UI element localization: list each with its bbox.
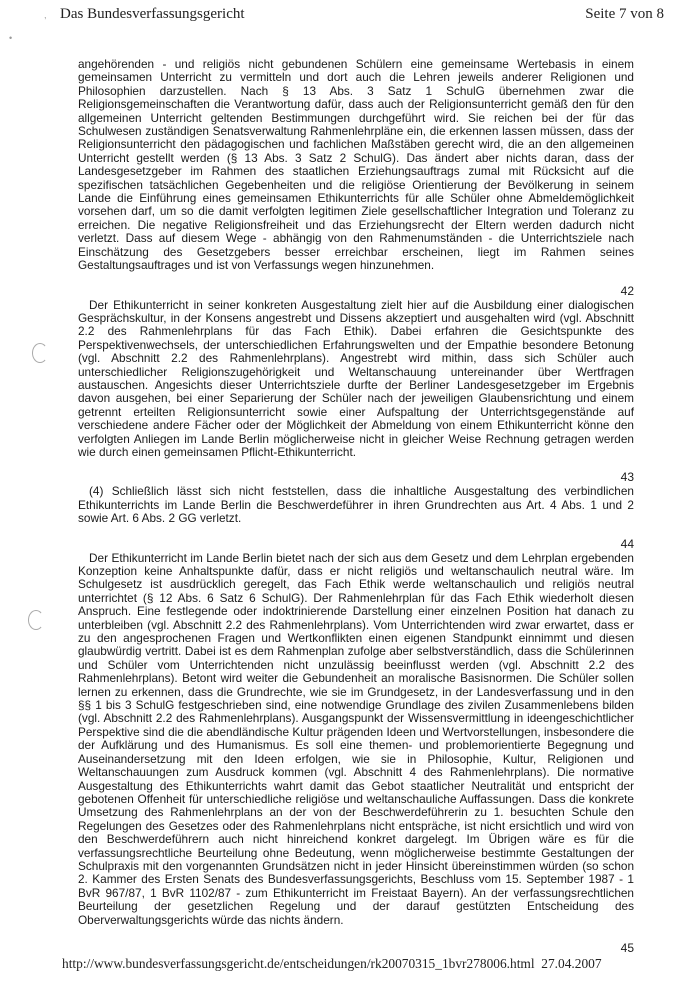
paragraph-intro: angehörenden - und religiös nicht gebundenen Schülern eine gemeinsame Wertebasis in einem gemeinsamen Unterricht zu vermitteln und dort auch die Lehren jeweils anderer Religionen und Philosophien darzustellen. Nach § 13 Abs. 3 Satz 1 SchulG übernehmen zwar die Religionsgemeinschaften die Verantwortung dafür, dass auch der Religionsunterricht gemäß den für den allgemeinen Unterricht geltenden Bestimmungen durchgeführt wird. Sie reichen bei der für das Schulwesen zuständigen Senatsverwaltung Rahmenlehrpläne ein, die erkennen lassen müssen, dass der Religionsunterricht den pädagogischen und fachlichen Maßstäben gerecht wird, die an den allgemeinen Unterricht gestellt werden (§ 13 Abs. 3 Satz 2 SchulG). Das ändert aber nichts daran, dass der Landesgesetzgeber im Rahmen des staatlichen Erziehungsauftrags zumal mit Rücksicht auf die spezifischen tatsächlichen Gegebenheiten und die religiöse Orientierung der Bevölkerung in seinem Lande die Einführung eines gemeinsamen Ethikunterrichts für alle Schüler ohne Abmeldemöglichkeit vorsehen darf, um so die damit verfolgten legitimen Ziele gesellschaftlicher Integration und Toleranz zu erreichen. Die negative Religionsfreiheit und das Erziehungsrecht der Eltern werden dadurch nicht verletzt. Dass auf diesem Wege - abhängig von den Rahmenumständen - die Unterrichtsziele nach Einschätzung des Gesetzgebers besser erreichbar erscheinen, liegt im Rahmen seines Gestaltungsauftrages und ist von Verfassungs wegen hinzunehmen. [78,57,634,273]
punch-hole-mark [32,343,48,363]
print-date: 27.04.2007 [541,956,602,971]
scan-speck: , [44,10,47,20]
paragraph-number: 42 [620,283,634,298]
paragraph-number: 43 [620,470,634,485]
paragraph-44: Der Ethikunterricht im Lande Berlin bietet nach der sich aus dem Gesetz und dem Lehrplan ergebenden Konzeption keine Anhaltspunkte dafür, dass er nicht religiös und weltanschaulich neutral wäre. Im Schulgesetz ist ausdrücklich geregelt, das Fach Ethik werde weltanschaulich und religiös neutral unterrichtet (§ 12 Abs. 6 Satz 6 SchulG). Der Rahmenlehrplan für das Fach Ethik wiederholt diesen Anspruch. Eine festlegende oder indoktrinierende Darstellung einer einzelnen Position hat danach zu unterbleiben (vgl. Abschnitt 2.2 des Rahmenlehrplans). Vom Unterrichtenden wird zwar erwartet, dass er zu den angesprochenen Fragen und Wertkonflikten einen eigenen Standpunkt einnimmt und diesen glaubwürdig vertritt. Dabei ist es dem Rahmenplan zufolge aber selbstverständlich, dass die Schülerinnen und Schüler vom Unterrichtenden nicht unzulässig beeinflusst werden (vgl. Abschnitt 2.2 des Rahmenlehrplans). Betont wird weiter die Gebundenheit an moralische Basisnormen. Die Schüler sollen lernen zu erkennen, dass die Grundrechte, wie sie im Grundgesetz, in der Landesverfassung und in den §§ 1 bis 3 SchulG festgeschrieben sind, eine notwendige Grundlage des zivilen Zusammenlebens bilden (vgl. Abschnitt 2.2 des Rahmenlehrplans). Ausgangspunkt der Wissensvermittlung in ideengeschichtlicher Perspektive sind die die abendländische Kultur prägenden Ideen und Wertvorstellungen, insbesondere die der Aufklärung und des Humanismus. Es soll eine themen- und problemorientierte Begegnung und Auseinandersetzung mit den Ideen erfolgen, wie sie in Philosophie, Kultur, Religionen und Weltanschauungen zum Ausdruck kommen (vgl. Abschnitt 4 des Rahmenlehrplans). Die normative Ausgestaltung des Ethikunterrichts wahrt damit das Gebot staatlicher Neutralität und entspricht der gebotenen Offenheit für unterschiedliche religiöse und weltanschauliche Auffassungen. Dass die konkrete Umsetzung des Rahmenlehrplans an der von der Beschwerdeführerin zu 1. besuchten Schule den Regelungen des Gesetzes oder des Rahmenlehrplans nicht entspräche, ist nicht ersichtlich und wird von den Beschwerdeführern auch nicht hinreichend konkret dargelegt. Im Übrigen wäre es für die verfassungsrechtliche Beurteilung ohne Bedeutung, wenn möglicherweise bestimmte Gestaltungen der Schulpraxis mit den vorgenannten Grundsätzen nicht in jeder Hinsicht übereinstimmen würden (so schon 2. Kammer des Ersten Senats des Bundesverfassungsgerichts, Beschluss vom 15. September 1987 - 1 BvR 967/87, 1 BvR 1102/87 - zum Ethikunterricht im Freistaat Bayern). An der verfassungsrechtlichen Beurteilung der gesetzlichen Regelung und der darauf gestützten Entscheidung des Oberverwaltungsgerichts würde das nichts ändern. [78,550,634,927]
paragraph-number: 44 [620,536,634,551]
document-title: Das Bundesverfassungsgericht [60,6,245,22]
paragraph-42: Der Ethikunterricht in seiner konkreten Ausgestaltung zielt hier auf die Ausbildung einer dialogischen Gesprächskultur, in der Konsens angestrebt und Dissens akzeptiert und ausgehalten wird (vgl. Abschnitt 2.2 des Rahmenlehrplans für das Fach Ethik). Dabei erfahren die Gesichtspunkte des Perspektivenwechsels, der unterschiedlichen Erfahrungswelten und der Empathie besondere Betonung (vgl. Abschnitt 2.2 des Rahmenlehrplans). Angestrebt wird mithin, dass sich Schüler auch unterschiedlicher Religionszugehörigkeit und Weltanschauung untereinander über Wertfragen austauschen. Angesichts dieser Unterrichtsziele durfte der Berliner Landesgesetzgeber im Ergebnis davon ausgehen, bei einer Separierung der Schüler nach der jeweiligen Glaubensrichtung und einem getrennt erteilten Religionsunterricht sowie einer Aufspaltung der Unterrichtsgegenstände auf verschiedene andere Fächer oder der Möglichkeit der Abmeldung von einem Ethikunterricht könne den verfolgten Anliegen im Lande Berlin möglicherweise nicht in gleicher Weise Rechnung getragen werden wie durch einen gemeinsamen Pflicht-Ethikunterricht. [78,297,634,459]
paragraph-43: (4) Schließlich lässt sich nicht feststellen, dass die inhaltliche Ausgestaltung des verbindlichen Ethikunterrichts im Lande Berlin die Beschwerdeführer in ihren Grundrechten aus Art. 4 Abs. 1 und 2 sowie Art. 6 Abs. 2 GG verletzt. [78,484,634,526]
page-indicator: Seite 7 von 8 [585,6,664,22]
scan-speck: • [9,33,13,43]
paragraph-number: 45 [620,940,634,955]
source-url[interactable]: http://www.bundesverfassungsgericht.de/entscheidungen/rk20070315_1bvr278006.html [62,956,535,971]
page-header [0,6,700,26]
document-body [78,58,634,956]
page-footer [62,956,602,972]
punch-hole-mark [28,610,44,630]
